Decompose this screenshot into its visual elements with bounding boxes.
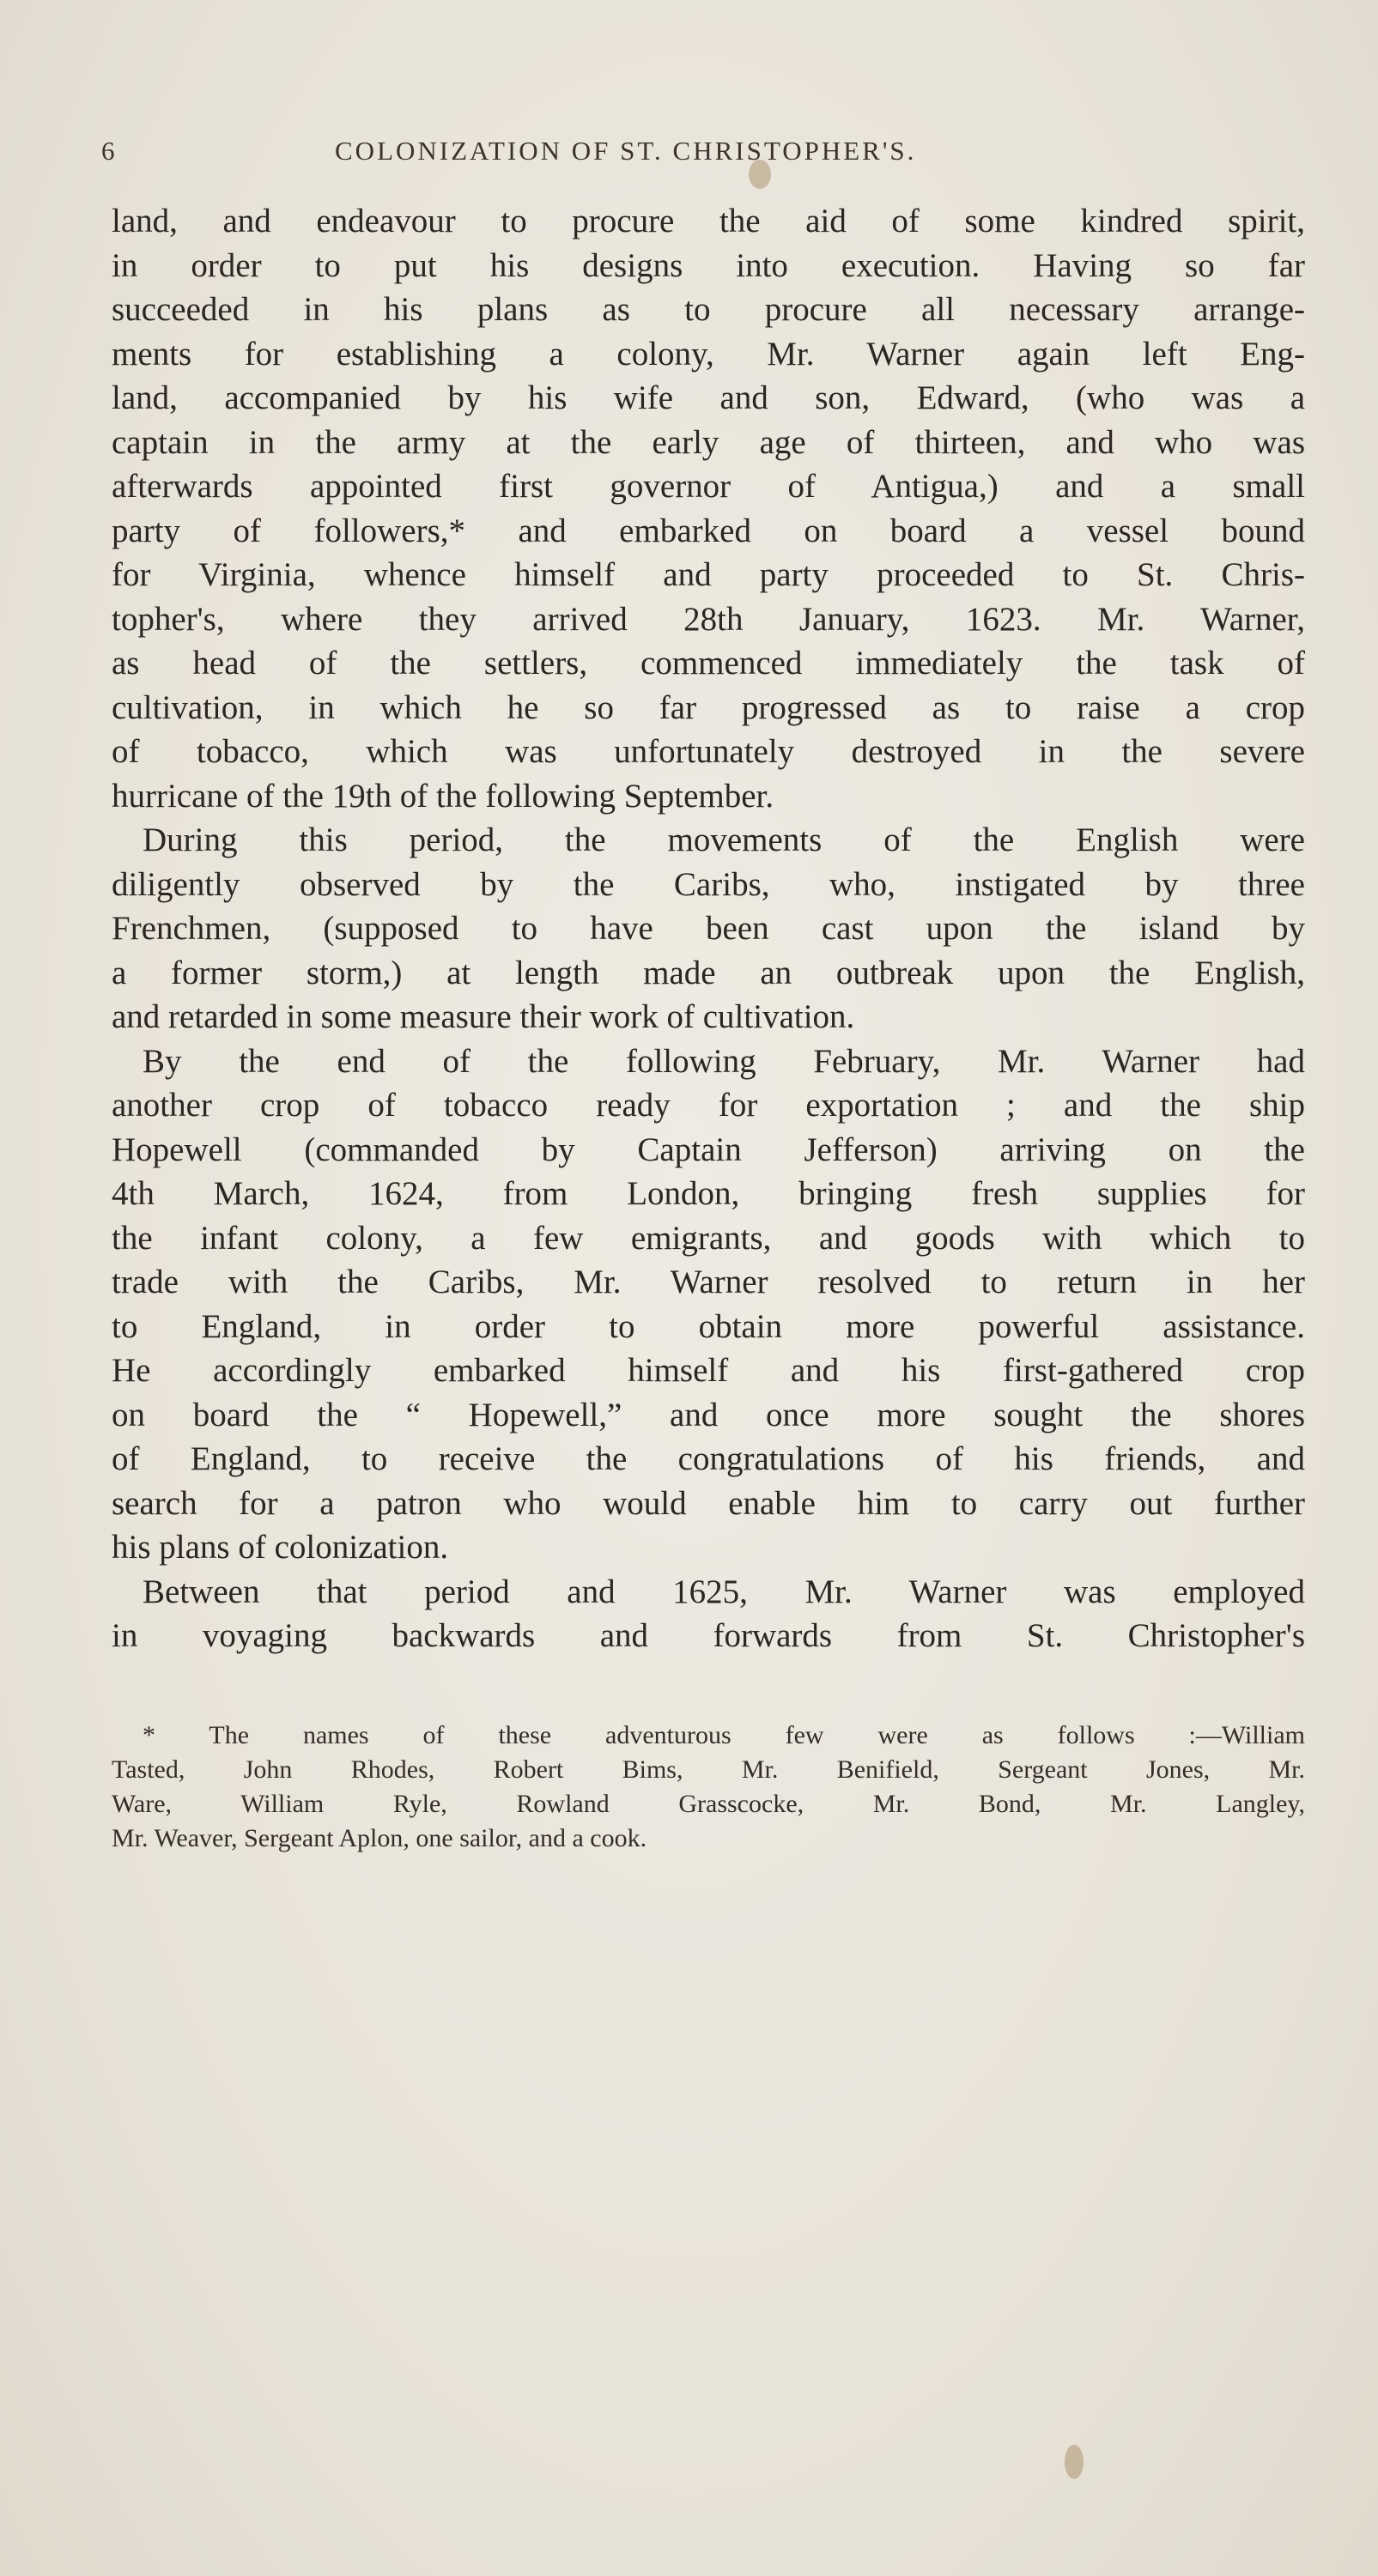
body-line: topher's, where they arrived 28th January, 1623. Mr. Warner, bbox=[112, 600, 1305, 638]
body-line: ments for establishing a colony, Mr. Warner again left Eng- bbox=[112, 335, 1305, 373]
footnote-line: Mr. Weaver, Sergeant Aplon, one sailor, and a cook. bbox=[112, 1824, 647, 1852]
body-line: of tobacco, which was unfortunately destroyed in the severe bbox=[112, 733, 1305, 770]
body-line: search for a patron who would enable him to carry out further bbox=[112, 1484, 1305, 1522]
body-line: Between that period and 1625, Mr. Warner was employed bbox=[143, 1573, 1305, 1610]
body-line: 4th March, 1624, from London, bringing fresh supplies for bbox=[112, 1175, 1305, 1212]
body-line: cultivation, in which he so far progressed as to raise a crop bbox=[112, 688, 1305, 726]
body-line: in voyaging backwards and forwards from St. Christopher's bbox=[112, 1617, 1305, 1654]
body-line: on board the “ Hopewell,” and once more sought the shores bbox=[112, 1396, 1305, 1433]
body-line: a former storm,) at length made an outbreak upon the English, bbox=[112, 954, 1305, 991]
body-line: to England, in order to obtain more powerful assistance. bbox=[112, 1307, 1305, 1345]
body-line: Hopewell (commanded by Captain Jefferson) arriving on the bbox=[112, 1130, 1305, 1168]
page-header bbox=[101, 136, 1114, 179]
body-line: his plans of colonization. bbox=[112, 1529, 449, 1566]
footnote-line: Ware, William Ryle, Rowland Grasscocke, Mr. Bond, Mr. Langley, bbox=[112, 1790, 1305, 1818]
body-line: party of followers,* and embarked on board a vessel bound bbox=[112, 512, 1305, 549]
footnote-line: Tasted, John Rhodes, Robert Bims, Mr. Benifield, Sergeant Jones, Mr. bbox=[112, 1755, 1305, 1784]
ink-blot-bottom bbox=[1065, 2445, 1084, 2479]
body-line: another crop of tobacco ready for exportation ; and the ship bbox=[112, 1087, 1305, 1124]
body-line: By the end of the following February, Mr. Warner had bbox=[143, 1042, 1305, 1080]
ink-blot-top bbox=[749, 160, 771, 189]
body-line: diligently observed by the Caribs, who, instigated by three bbox=[112, 865, 1305, 903]
body-line: for Virginia, whence himself and party proceeded to St. Chris- bbox=[112, 556, 1305, 593]
footnote-line: * The names of these adventurous few were as follows :—William bbox=[143, 1721, 1305, 1749]
body-line: afterwards appointed first governor of Antigua,) and a small bbox=[112, 468, 1305, 505]
body-line: land, accompanied by his wife and son, Edward, (who was a bbox=[112, 379, 1305, 416]
body-line: He accordingly embarked himself and his first-gathered crop bbox=[112, 1352, 1305, 1389]
body-line: trade with the Caribs, Mr. Warner resolved to return in her bbox=[112, 1264, 1305, 1300]
body-line: of England, to receive the congratulations of his friends, and bbox=[112, 1440, 1305, 1477]
body-line: the infant colony, a few emigrants, and goods with which to bbox=[112, 1219, 1305, 1257]
body-line: land, and endeavour to procure the aid of some kindred spirit, bbox=[112, 203, 1305, 239]
body-line: as head of the settlers, commenced immediately the task of bbox=[112, 645, 1305, 682]
body-line: During this period, the movements of the English were bbox=[143, 821, 1305, 858]
page-number: 6 bbox=[101, 136, 118, 166]
body-line: captain in the army at the early age of thirteen, and who was bbox=[112, 423, 1305, 461]
body-line: in order to put his designs into execution. Having so far bbox=[112, 246, 1305, 284]
running-title: COLONIZATION OF ST. CHRISTOPHER'S. bbox=[335, 136, 917, 166]
body-line: succeeded in his plans as to procure all necessary arrange- bbox=[112, 291, 1305, 328]
body-line: hurricane of the 19th of the following September. bbox=[112, 777, 774, 815]
footnote bbox=[112, 1718, 1305, 1856]
body-line: and retarded in some measure their work of cultivation. bbox=[112, 998, 855, 1035]
body-text bbox=[112, 199, 1305, 1658]
body-line: Frenchmen, (supposed to have been cast upon the island by bbox=[112, 910, 1305, 947]
